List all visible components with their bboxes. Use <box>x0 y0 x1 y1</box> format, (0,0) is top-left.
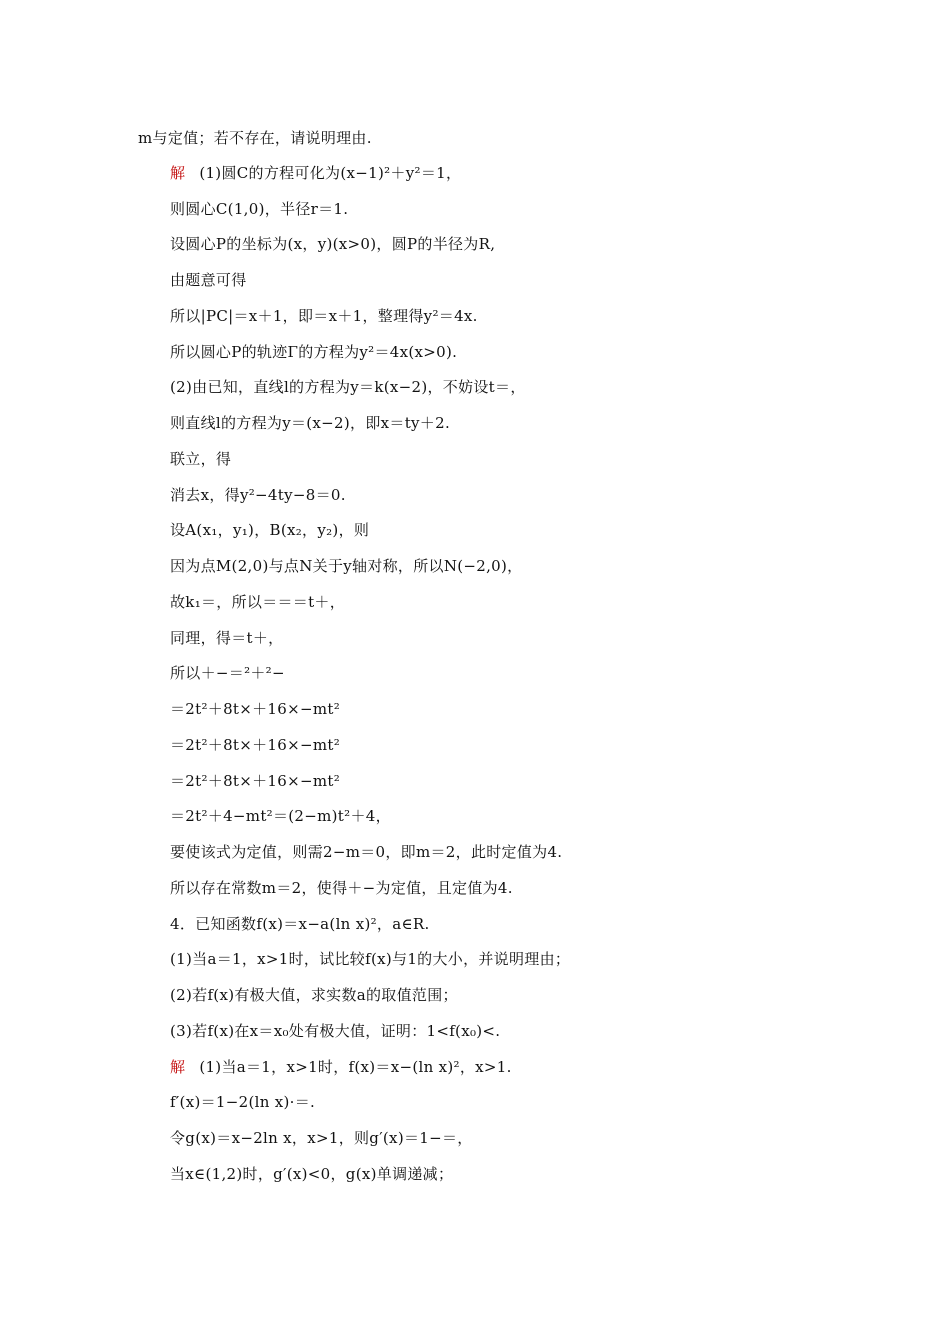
text-line: (3)若f(x)在x＝x₀处有极大值，证明：1<f(x₀)<. <box>170 1022 501 1040</box>
text-line: (2)若f(x)有极大值，求实数a的取值范围； <box>170 986 458 1004</box>
text-line: 因为点M(2,0)与点N关于y轴对称，所以N(−2,0)， <box>170 557 523 575</box>
text-line: ＝2t²＋8t×＋16×−mt² <box>170 736 341 754</box>
text-line: ＝2t²＋8t×＋16×−mt² <box>170 700 341 718</box>
text-line: 则圆心C(1,0)，半径r＝1. <box>170 200 349 218</box>
text-line: 解 (1)圆C的方程可化为(x−1)²＋y²＝1， <box>170 164 462 182</box>
text-line: 所以圆心P的轨迹Γ的方程为y²＝4x(x>0). <box>170 343 458 361</box>
text-line: ＝2t²＋8t×＋16×−mt² <box>170 772 341 790</box>
text-line: 设圆心P的坐标为(x，y)(x>0)，圆P的半径为R, <box>170 235 496 253</box>
text-line: 由题意可得 <box>170 271 247 289</box>
text-line: 4．已知函数f(x)＝x−a(ln x)²，a∈R. <box>170 915 430 933</box>
text-line: 令g(x)＝x−2ln x，x>1，则g′(x)＝1−＝， <box>170 1129 473 1147</box>
text-line: 要使该式为定值，则需2−m＝0，即m＝2，此时定值为4. <box>170 843 563 861</box>
text-line: (1)当a＝1，x>1时，试比较f(x)与1的大小，并说明理由； <box>170 950 571 968</box>
text-line: 设A(x₁，y₁)，B(x₂，y₂)，则 <box>170 521 370 539</box>
text-line: 解 (1)当a＝1，x>1时，f(x)＝x−(ln x)²，x>1. <box>170 1058 512 1076</box>
text-line: 消去x，得y²−4ty−8＝0. <box>170 486 346 504</box>
solution-marker: 解 <box>170 164 186 182</box>
text-line: 故k₁＝，所以＝＝＝t＋， <box>170 593 346 611</box>
text-line: 所以＋−＝²＋²− <box>170 664 285 682</box>
solution-marker: 解 <box>170 1058 186 1076</box>
text-line: 所以|PC|＝x＋1，即＝x＋1，整理得y²＝4x. <box>170 307 478 325</box>
text-line: f′(x)＝1−2(ln x)·＝. <box>170 1093 316 1111</box>
text-line: (2)由已知，直线l的方程为y＝k(x−2)，不妨设t＝， <box>170 378 526 396</box>
text-line: 所以存在常数m＝2，使得＋−为定值，且定值为4. <box>170 879 513 897</box>
text-line: 则直线l的方程为y＝(x−2)，即x＝ty＋2. <box>170 414 451 432</box>
text-line: 当x∈(1,2)时，g′(x)<0，g(x)单调递减； <box>170 1165 454 1183</box>
text-line: 联立，得 <box>170 450 232 468</box>
text-line: 同理，得＝t＋， <box>170 629 284 647</box>
text-line: ＝2t²＋4−mt²＝(2−m)t²＋4， <box>170 807 391 825</box>
text-line: m与定值；若不存在，请说明理由. <box>138 129 372 147</box>
